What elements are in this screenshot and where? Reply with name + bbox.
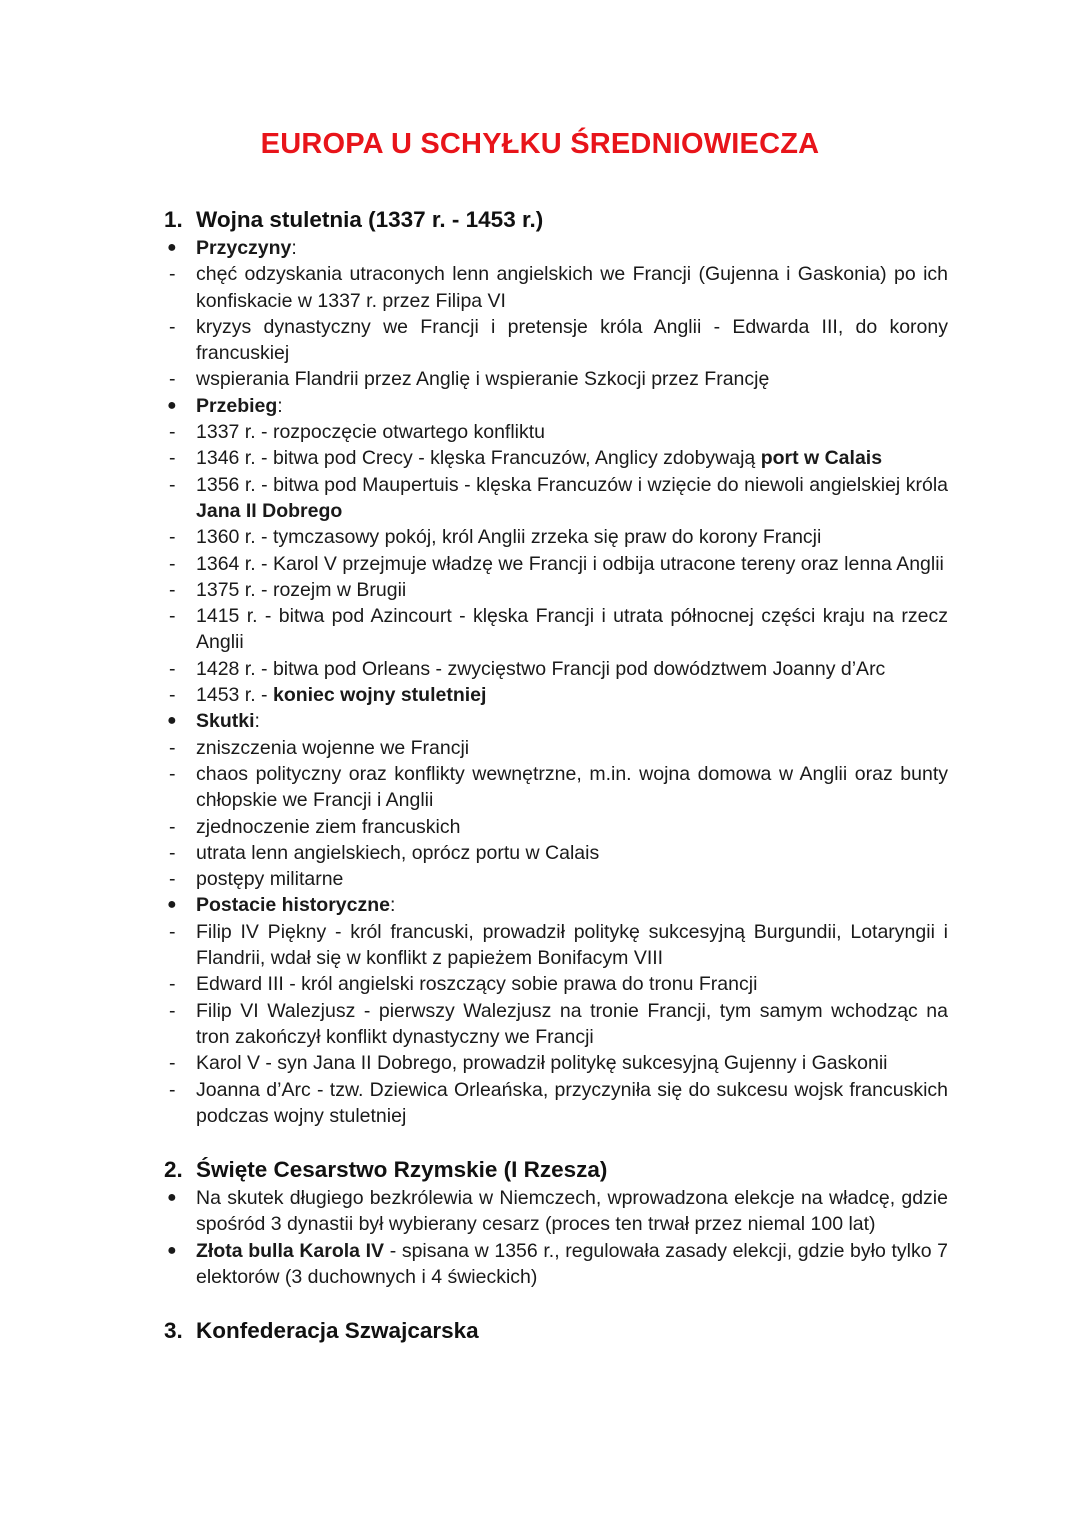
label-effects: Skutki <box>196 710 255 733</box>
section-title: Święte Cesarstwo Rzymskie (I Rzesza) <box>196 1157 608 1183</box>
list-item: - 1453 r. - koniec wojny stuletniej <box>164 682 948 708</box>
bullet-marker: ● <box>167 239 177 256</box>
list-item: - 1415 r. - bitwa pod Azincourt - klęska Francji i utrata północnej części kraju na rzecz Anglii <box>169 605 948 654</box>
dash-marker: - <box>169 762 176 785</box>
page-title: EUROPA U SCHYŁKU ŚREDNIOWIECZA <box>260 128 820 160</box>
list-item: - utrata lenn angielskiech, oprócz portu w Calais <box>164 840 948 866</box>
dash-marker: - <box>169 841 176 864</box>
dash-marker: - <box>169 1052 176 1075</box>
dash-marker: - <box>169 368 176 391</box>
dash-marker: - <box>169 868 176 891</box>
section-title: Wojna stuletnia (1337 r. - 1453 r.) <box>196 207 544 232</box>
dash-marker: - <box>169 1078 176 1101</box>
list-item: - 1360 r. - tymczasowy pokój, król Anglii zrzeka się praw do korony Francji <box>164 524 948 550</box>
bullet-figures: ● Postacie historyczne: <box>164 892 948 918</box>
list-item: - Karol V - syn Jana II Dobrego, prowadził politykę sukcesyjną Gujenny i Gaskonii <box>164 1050 948 1076</box>
dash-marker: - <box>169 473 176 496</box>
list-item: - 1364 r. - Karol V przejmuje władzę we Francji i odbija utracone tereny oraz lenna Anglii <box>164 551 948 577</box>
bullet-marker: ● <box>167 896 177 914</box>
label-course: Przebieg <box>196 394 278 417</box>
list-item: - Filip IV Piękny - król francuski, prowadził politykę sukcesyjną Burgundii, Lotaryngii i Flandrii, wdał się w konflikt z papieżem Bonifacym VIII <box>169 920 948 970</box>
section-title: Konfederacja Szwajcarska <box>196 1318 479 1344</box>
list-item: - chęć odzyskania utraconych lenn angielskich we Francji (Gujenna i Gaskonia) po ich konfiskacie w 1337 r. przez Filipa VI <box>169 263 948 312</box>
dash-marker: - <box>169 447 176 470</box>
list-item: - 1428 r. - bitwa pod Orleans - zwycięstwo Francji pod dowództwem Joanny d’Arc <box>164 656 948 682</box>
bullet-causes: ● Przyczyny: <box>164 235 948 261</box>
bullet-marker: ● <box>167 1241 177 1259</box>
list-item: - postępy militarne <box>164 866 948 892</box>
dash-marker: - <box>169 815 176 838</box>
section-number: 1. <box>164 207 183 232</box>
list-item: - Filip VI Walezjusz - pierwszy Walezjusz na tronie Francji, tym samym wchodząc na tron zakończył konflikt dynastyczny we Francji <box>169 999 948 1048</box>
dash-marker: - <box>169 736 176 759</box>
dash-marker: - <box>169 605 176 628</box>
dash-marker: - <box>169 421 176 444</box>
dash-marker: - <box>169 657 176 680</box>
document-body <box>164 205 948 1346</box>
dash-marker: - <box>169 526 176 549</box>
list-item: - 1337 r. - rozpoczęcie otwartego konfliktu <box>164 419 948 445</box>
list-item: - chaos polityczny oraz konflikty wewnętrzne, m.in. wojna domowa w Anglii oraz bunty chłopskie we Francji i Anglii <box>169 762 948 812</box>
bullet-marker: ● <box>167 396 177 414</box>
list-item: - 1346 r. - bitwa pod Crecy - klęska Francuzów, Anglicy zdobywają port w Calais <box>164 445 948 471</box>
section-heading-2 <box>164 1155 948 1185</box>
dash-marker: - <box>169 999 176 1022</box>
list-item: - 1356 r. - bitwa pod Maupertuis - klęska Francuzów i wzięcie do niewoli angielskiej króla Jana II Dobrego <box>169 473 948 522</box>
label-figures: Postacie historyczne <box>196 894 390 917</box>
bullet-marker: ● <box>167 712 177 730</box>
section-heading-1 <box>164 205 948 235</box>
dash-marker: - <box>169 315 176 338</box>
bullet-effects: ● Skutki: <box>164 708 948 734</box>
list-item: - kryzys dynastyczny we Francji i pretensje króla Anglii - Edwarda III, do korony francuskiej <box>169 315 948 365</box>
section-number: 2. <box>164 1157 183 1183</box>
section-heading-3 <box>164 1316 948 1346</box>
list-item: ● Złota bulla Karola IV - spisana w 1356 r., regulowała zasady elekcji, gdzie było tylko 7 elektorów (3 duchownych i 4 świeckich) <box>167 1239 949 1288</box>
dash-marker: - <box>169 684 176 707</box>
list-item: - wspierania Flandrii przez Anglię i wspieranie Szkocji przez Francję <box>164 366 948 392</box>
list-item: - Edward III - król angielski roszczący sobie prawa do tronu Francji <box>164 971 948 997</box>
list-item: - zjednoczenie ziem francuskich <box>164 814 948 840</box>
dash-marker: - <box>169 920 176 943</box>
dash-marker: - <box>169 263 176 286</box>
dash-marker: - <box>169 552 176 575</box>
list-item: ● Na skutek długiego bezkrólewia w Niemczech, wprowadzona elekcje na władcę, gdzie spośród 3 dynastii był wybierany cesarz (proces ten trwał przez niemal 100 lat) <box>167 1187 948 1236</box>
dash-marker: - <box>169 973 176 996</box>
section-number: 3. <box>164 1318 183 1344</box>
list-item: - 1375 r. - rozejm w Brugii <box>164 577 948 603</box>
label-causes: Przyczyny <box>196 237 292 259</box>
bullet-marker: ● <box>167 1189 177 1207</box>
bullet-course: ● Przebieg: <box>164 393 948 419</box>
list-item: - zniszczenia wojenne we Francji <box>164 735 948 761</box>
dash-marker: - <box>169 578 176 601</box>
list-item: - Joanna d’Arc - tzw. Dziewica Orleańska, przyczyniła się do sukcesu wojsk francuskich podczas wojny stuletniej <box>169 1078 948 1127</box>
